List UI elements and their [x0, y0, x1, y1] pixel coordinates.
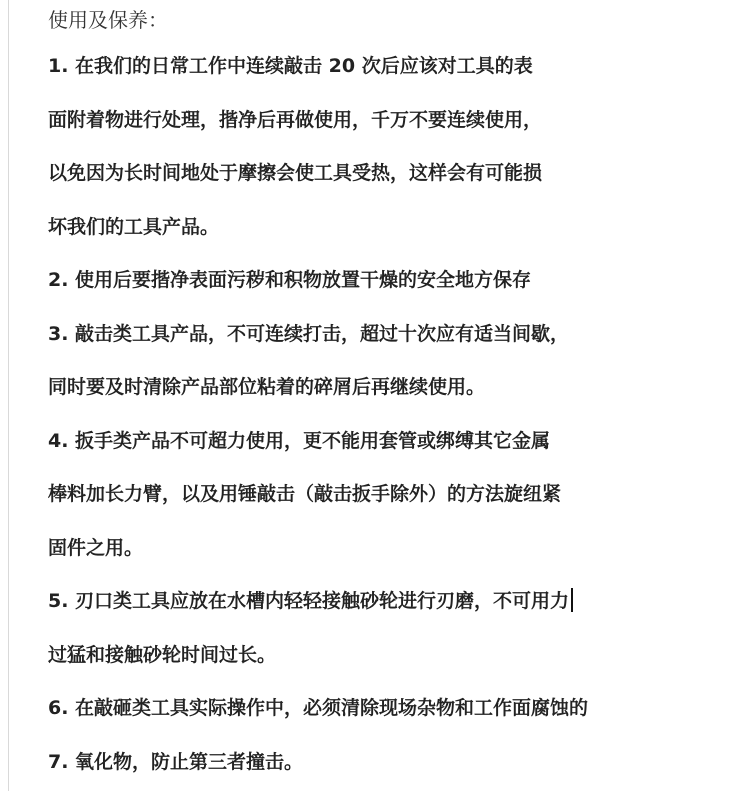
text-line-9: 棒料加长力臂，以及用锤敲击（敲击扳手除外）的方法旋纽紧	[48, 483, 562, 505]
text-line-14: 7. 氧化物，防止第三者撞击。	[48, 750, 304, 773]
left-border	[8, 0, 9, 791]
section-heading: 使用及保养：	[48, 8, 168, 32]
text-line-4: 坏我们的工具产品。	[48, 215, 220, 238]
text-line-13: 6. 在敲砸类工具实际操作中，必须清除现场杂物和工作面腐蚀的	[48, 697, 589, 719]
document-body[interactable]	[48, 0, 738, 789]
text-line-7: 同时要及时清除产品部位粘着的碎屑后再继续使用。	[48, 376, 486, 398]
text-line-2: 面附着物进行处理，揩净后再做使用，千万不要连续使用，	[48, 108, 543, 131]
text-line-6: 3. 敲击类工具产品，不可连续打击，超过十次应有适当间歇，	[48, 322, 570, 345]
text-line-3: 以免因为长时间地处于摩擦会使工具受热，这样会有可能损	[48, 162, 543, 184]
text-line-12: 过猛和接触砂轮时间过长。	[48, 643, 277, 666]
text-line-10: 固件之用。	[48, 536, 144, 559]
text-line-11[interactable]	[48, 575, 738, 629]
text-line-11-text: 5. 刃口类工具应放在水槽内轻轻接触砂轮进行刃磨，不可用力	[48, 590, 570, 612]
text-line-1: 1. 在我们的日常工作中连续敲击 20 次后应该对工具的表	[48, 55, 533, 77]
text-cursor	[571, 588, 573, 612]
text-line-5: 2. 使用后要揩净表面污秽和积物放置干燥的安全地方保存	[48, 269, 532, 291]
text-line-8: 4. 扳手类产品不可超力使用，更不能用套管或绑缚其它金属	[48, 429, 551, 452]
